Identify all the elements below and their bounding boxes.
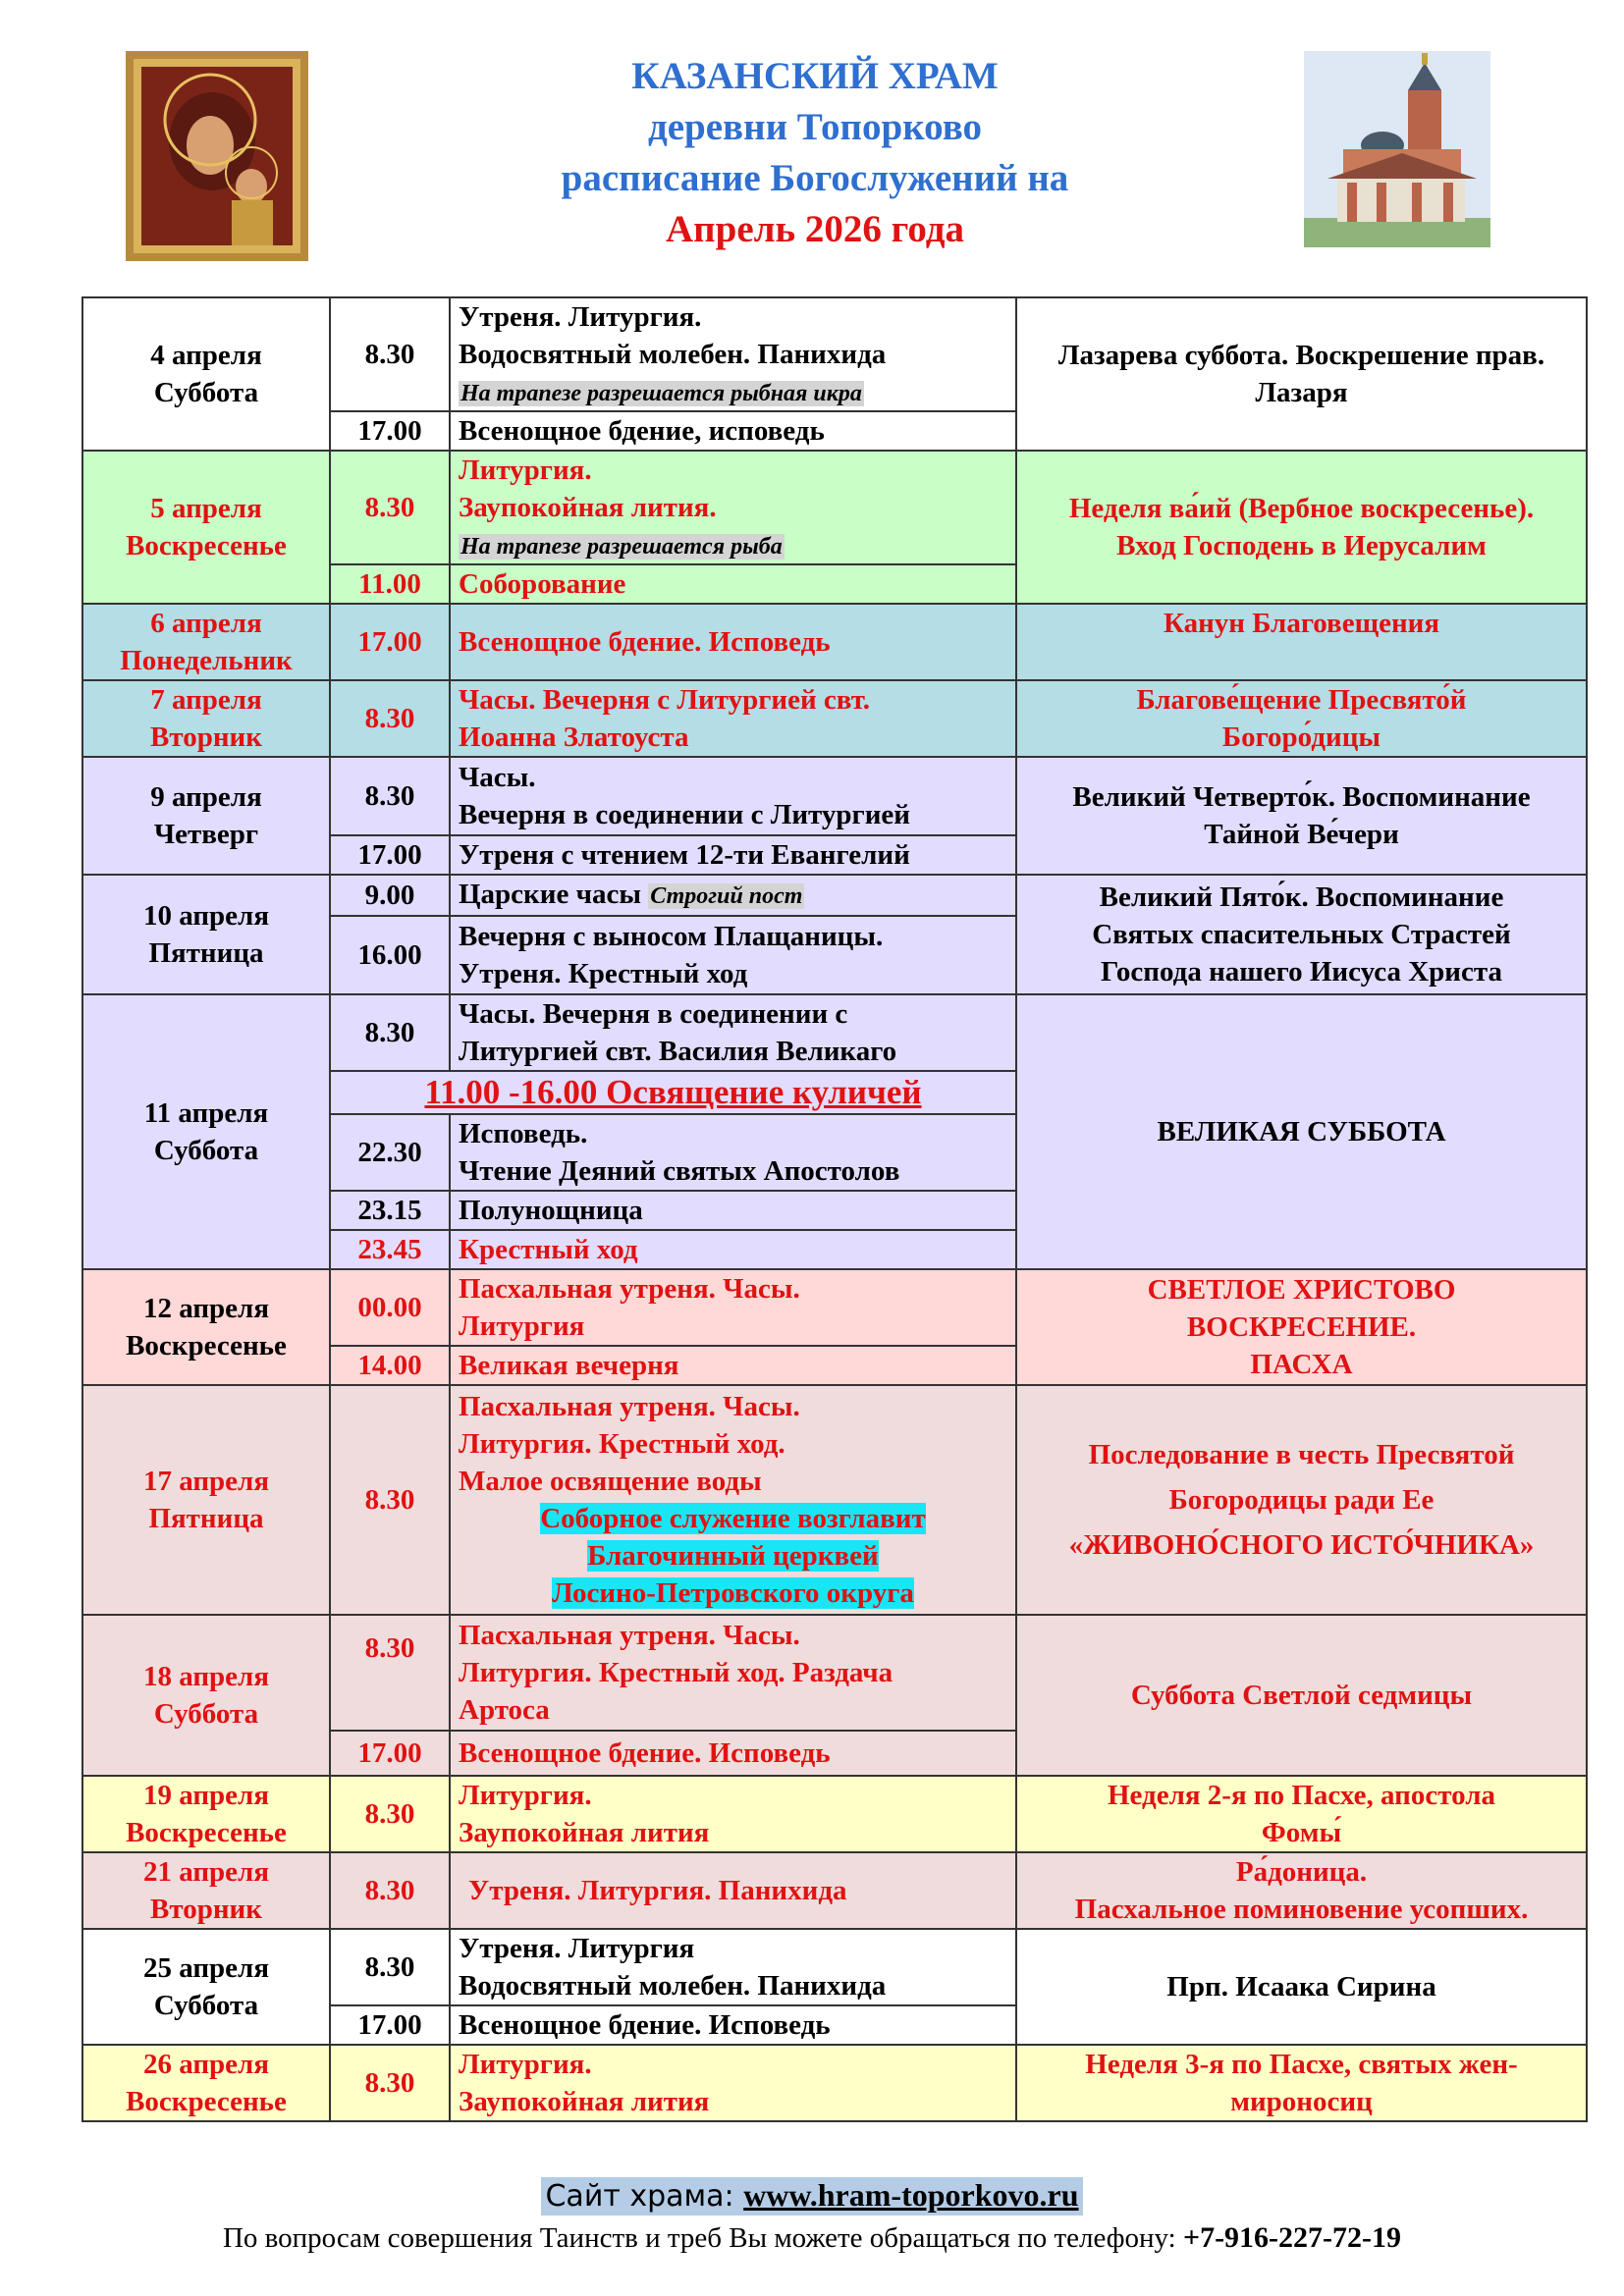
service-cell: Литургия. Заупокойная лития xyxy=(450,1776,1016,1852)
highlight-line: Лосино-Петровского округа xyxy=(552,1577,914,1609)
time-cell: 8.30 xyxy=(330,1776,450,1852)
service-cell: Великая вечерня xyxy=(450,1346,1016,1385)
time-cell: 8.30 xyxy=(330,2045,450,2121)
table-row xyxy=(82,604,1587,680)
service-cell: Царские часы Строгий пост xyxy=(450,875,1016,916)
time-cell: 23.15 xyxy=(330,1191,450,1230)
feast-cell: Лазарева суббота. Воскрешение прав. Лазаря xyxy=(1016,297,1587,451)
table-row xyxy=(82,1776,1587,1852)
time-cell: 14.00 xyxy=(330,1346,450,1385)
time-cell: 8.30 xyxy=(330,297,450,411)
date-cell: 12 апреля Воскресенье xyxy=(82,1269,330,1385)
feast-cell: Благове́щение Пресвято́й Богоро́дицы xyxy=(1016,680,1587,757)
date-cell: 19 апреля Воскресенье xyxy=(82,1776,330,1852)
service-cell: Часы. Вечерня в соединении с Литургией свт. Василия Великаго xyxy=(450,994,1016,1071)
church-title: КАЗАНСКИЙ ХРАМ xyxy=(631,55,999,97)
table-row xyxy=(82,1929,1587,2005)
feast-cell: Прп. Исаака Сирина xyxy=(1016,1929,1587,2045)
table-row xyxy=(82,1852,1587,1929)
time-cell: 17.00 xyxy=(330,1731,450,1776)
service-cell: Литургия. Заупокойная лития xyxy=(450,2045,1016,2121)
table-row xyxy=(82,297,1587,411)
table-row xyxy=(82,1385,1587,1615)
site-line xyxy=(0,2177,1624,2214)
time-cell: 8.30 xyxy=(330,1385,450,1615)
feast-cell: Последование в честь Пресвятой Богородицы ради Ее «ЖИВОНО́СНОГО ИСТО́ЧНИКА» xyxy=(1016,1385,1587,1615)
feast-cell: Ра́доница. Пасхальное поминовение усопших. xyxy=(1016,1852,1587,1929)
feast-cell: Великий Пято́к. Воспоминание Святых спасительных Страстей Господа нашего Иисуса Христа xyxy=(1016,875,1587,994)
feast-cell: Суббота Светлой седмицы xyxy=(1016,1615,1587,1776)
time-cell: 17.00 xyxy=(330,411,450,451)
time-cell: 16.00 xyxy=(330,916,450,994)
date-cell: 11 апреля Суббота xyxy=(82,994,330,1269)
service-cell: Пасхальная утреня. Часы. Литургия. Крестный ход. Раздача Артоса xyxy=(450,1615,1016,1731)
phone-number[interactable]: +7-916-227-72-19 xyxy=(1182,2221,1402,2254)
time-cell: 9.00 xyxy=(330,875,450,916)
service-cell: Всенощное бдение, исповедь xyxy=(450,411,1016,451)
time-cell: 8.30 xyxy=(330,757,450,835)
time-cell: 00.00 xyxy=(330,1269,450,1346)
service-cell: Часы. Вечерня с Литургией свт. Иоанна Златоуста xyxy=(450,680,1016,757)
time-cell: 11.00 xyxy=(330,564,450,604)
service-cell: Утреня. Литургия. Водосвятный молебен. Панихида На трапезе разрешается рыбная икра xyxy=(450,297,1016,411)
month-title: Апрель 2026 года xyxy=(666,208,964,250)
time-cell: 8.30 xyxy=(330,680,450,757)
schedule-title: расписание Богослужений на xyxy=(561,157,1069,199)
date-cell: 26 апреля Воскресенье xyxy=(82,2045,330,2121)
date-cell: 10 апреля Пятница xyxy=(82,875,330,994)
time-cell: 8.30 xyxy=(330,451,450,564)
table-row xyxy=(82,875,1587,916)
time-cell: 17.00 xyxy=(330,2005,450,2045)
time-cell: 8.30 xyxy=(330,1929,450,2005)
service-cell: Всенощное бдение. Исповедь xyxy=(450,604,1016,680)
time-cell: 17.00 xyxy=(330,604,450,680)
date-cell: 6 апреля Понедельник xyxy=(82,604,330,680)
time-cell: 8.30 xyxy=(330,1852,450,1929)
service-cell: Утреня. Литургия Водосвятный молебен. Панихида xyxy=(450,1929,1016,2005)
date-cell: 25 апреля Суббота xyxy=(82,1929,330,2045)
date-cell: 18 апреля Суббота xyxy=(82,1615,330,1776)
page-header xyxy=(432,51,1198,255)
phone-text: По вопросам совершения Таинств и треб Вы можете обращаться по телефону: xyxy=(222,2222,1176,2254)
time-cell: 8.30 xyxy=(330,994,450,1071)
highlight-line: Соборное служение возглавит xyxy=(540,1503,926,1534)
service-cell: Утреня с чтением 12-ти Евангелий xyxy=(450,835,1016,875)
table-row xyxy=(82,451,1587,564)
table-row xyxy=(82,994,1587,1071)
table-row xyxy=(82,1269,1587,1346)
service-cell: Утреня. Литургия. Панихида xyxy=(450,1852,1016,1929)
fast-note: Строгий пост xyxy=(650,883,803,909)
date-cell: 9 апреля Четверг xyxy=(82,757,330,875)
feast-cell: Неделя 3-я по Пасхе, святых жен- мироносиц xyxy=(1016,2045,1587,2121)
site-highlight xyxy=(541,2177,1082,2216)
time-cell: 23.45 xyxy=(330,1230,450,1269)
village-title: деревни Топорково xyxy=(648,106,982,148)
highlight-line: Благочинный церквей xyxy=(587,1540,879,1572)
date-cell: 7 апреля Вторник xyxy=(82,680,330,757)
meal-note: На трапезе разрешается рыба xyxy=(460,534,783,560)
phone-line xyxy=(0,2221,1624,2255)
service-cell: Пасхальная утреня. Часы. Литургия. Крестный ход. Малое освящение воды Соборное служение возглавит Благочинный церквей Лосино-Петровского округа xyxy=(450,1385,1016,1615)
meal-note: На трапезе разрешается рыбная икра xyxy=(460,381,862,406)
service-cell: Всенощное бдение. Исповедь xyxy=(450,2005,1016,2045)
time-cell: 8.30 xyxy=(330,1615,450,1731)
blessing-cell: 11.00 -16.00 Освящение куличей xyxy=(330,1071,1016,1114)
page-footer xyxy=(0,2177,1624,2255)
table-row xyxy=(82,757,1587,835)
table-row xyxy=(82,2045,1587,2121)
date-cell: 21 апреля Вторник xyxy=(82,1852,330,1929)
service-cell: Часы. Вечерня в соединении с Литургией xyxy=(450,757,1016,835)
service-cell: Вечерня с выносом Плащаницы. Утреня. Крестный ход xyxy=(450,916,1016,994)
service-cell: Всенощное бдение. Исповедь xyxy=(450,1731,1016,1776)
service-cell: Соборование xyxy=(450,564,1016,604)
feast-cell: Великий Четверто́к. Воспоминание Тайной Ве́чери xyxy=(1016,757,1587,875)
service-cell: Пасхальная утреня. Часы. Литургия xyxy=(450,1269,1016,1346)
site-label: Сайт храма: xyxy=(545,2179,734,2214)
table-row xyxy=(82,1615,1587,1731)
schedule-table xyxy=(81,296,1588,2122)
service-cell: Литургия. Заупокойная лития. На трапезе разрешается рыба xyxy=(450,451,1016,564)
feast-cell: ВЕЛИКАЯ СУББОТА xyxy=(1016,994,1587,1269)
feast-cell: Неделя ва́ий (Вербное воскресенье). Вход Господень в Иерусалим xyxy=(1016,451,1587,604)
table-row xyxy=(82,680,1587,757)
date-cell: 17 апреля Пятница xyxy=(82,1385,330,1615)
kazan-icon-image xyxy=(126,51,308,261)
time-cell: 17.00 xyxy=(330,835,450,875)
church-image xyxy=(1304,51,1490,247)
feast-cell: Неделя 2-я по Пасхе, апостола Фомы́ xyxy=(1016,1776,1587,1852)
service-cell: Полунощница xyxy=(450,1191,1016,1230)
service-cell: Крестный ход xyxy=(450,1230,1016,1269)
service-cell: Исповедь. Чтение Деяний святых Апостолов xyxy=(450,1114,1016,1191)
site-link[interactable]: www.hram-toporkovo.ru xyxy=(743,2177,1079,2213)
date-cell: 4 апреля Суббота xyxy=(82,297,330,451)
date-cell: 5 апреля Воскресенье xyxy=(82,451,330,604)
feast-cell: СВЕТЛОЕ ХРИСТОВО ВОСКРЕСЕНИЕ. ПАСХА xyxy=(1016,1269,1587,1385)
time-cell: 22.30 xyxy=(330,1114,450,1191)
feast-cell: Канун Благовещения xyxy=(1016,604,1587,680)
